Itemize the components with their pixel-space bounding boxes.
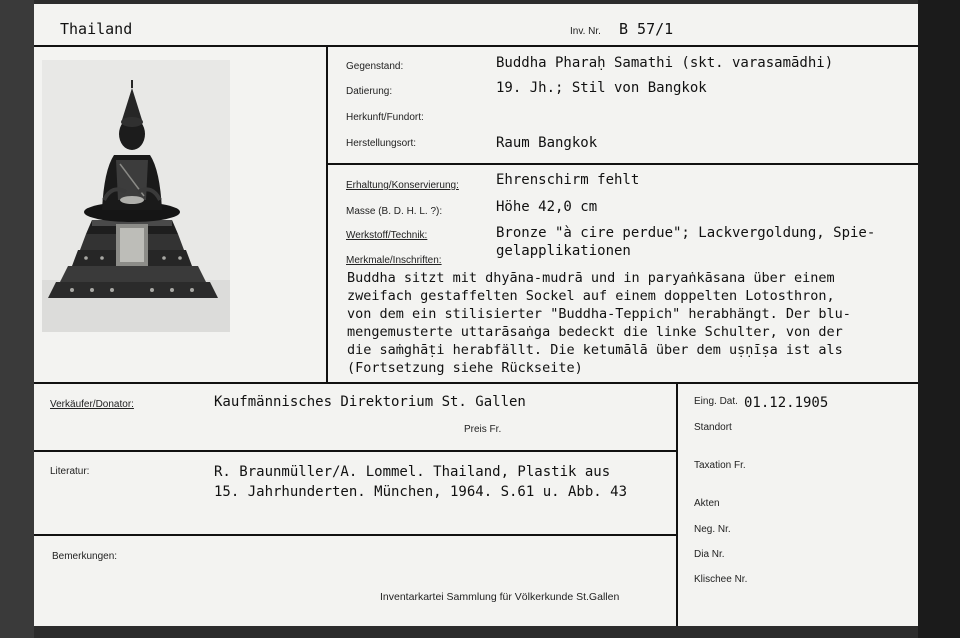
werkstoff-label: Werkstoff/Technik:: [346, 230, 428, 241]
description-line: die saṁghāṭi herabfällt. Die ketumālā über dem uṣṇīṣa ist als: [347, 342, 843, 358]
description-line: (Fortsetzung siehe Rückseite): [347, 360, 583, 376]
masse-label: Masse (B. D. H. L. ?):: [346, 206, 443, 217]
buddha-statue-image: [42, 60, 230, 332]
literature-label: Literatur:: [50, 466, 90, 477]
datierung-value: 19. Jh.; Stil von Bangkok: [496, 80, 707, 96]
akten-label: Akten: [694, 498, 720, 509]
description-text: [347, 269, 913, 377]
herstellungsort-label: Herstellungsort:: [346, 138, 417, 149]
vendor-value: Kaufmännisches Direktorium St. Gallen: [214, 394, 526, 410]
description-line: zweifach gestaffelten Sockel auf einem doppelten Lotosthron,: [347, 288, 835, 304]
erhaltung-value: Ehrenschirm fehlt: [496, 172, 640, 188]
rule-right-column: [676, 382, 678, 626]
standort-label: Standort: [694, 422, 732, 433]
dia-nr-label: Dia Nr.: [694, 549, 725, 560]
merkmale-label: Merkmale/Inschriften:: [346, 255, 442, 266]
description-line: Buddha sitzt mit dhyāna-mudrā und in paryaṅkāsana über einem: [347, 270, 835, 286]
rule-fields-mid: [326, 163, 918, 165]
vendor-label: Verkäufer/Donator:: [50, 399, 134, 410]
rule-photo-divider: [326, 45, 328, 383]
werkstoff-value-line-2: gelapplikationen: [496, 243, 631, 259]
datierung-label: Datierung:: [346, 86, 393, 97]
rule-main-bottom: [34, 382, 918, 384]
literature-line-1: R. Braunmüller/A. Lommel. Thailand, Plastik aus: [214, 464, 611, 480]
neg-nr-label: Neg. Nr.: [694, 524, 731, 535]
herstellungsort-value: Raum Bangkok: [496, 135, 598, 151]
price-label: Preis Fr.: [464, 424, 502, 435]
rule-vendor-bottom: [34, 450, 678, 452]
herkunft-label: Herkunft/Fundort:: [346, 112, 424, 123]
scan-border-left: [0, 0, 34, 638]
werkstoff-value-line-1: Bronze "à cire perdue"; Lackvergoldung, Spie-: [496, 225, 876, 241]
remarks-label: Bemerkungen:: [52, 551, 118, 562]
gegenstand-value: Buddha Pharaḥ Samathi (skt. varasamādhi): [496, 55, 834, 71]
literature-line-2: 15. Jahrhunderten. München, 1964. S.61 u. Abb. 43: [214, 484, 628, 500]
buddha-photo: [42, 60, 230, 332]
eing-dat-label: Eing. Dat.: [694, 396, 738, 407]
gegenstand-label: Gegenstand:: [346, 61, 404, 72]
inv-number-label: Inv. Nr.: [570, 26, 601, 37]
description-line: mengemusterte uttarāsaṅga bedeckt die linke Schulter, von der: [347, 324, 843, 340]
inv-number-value: B 57/1: [619, 20, 674, 38]
inventory-card: [34, 4, 918, 626]
rule-header: [34, 45, 918, 47]
country-label: Thailand: [60, 20, 133, 38]
taxation-label: Taxation Fr.: [694, 460, 746, 471]
rule-literature-bottom: [34, 534, 678, 536]
erhaltung-label: Erhaltung/Konservierung:: [346, 180, 459, 191]
eing-dat-value: 01.12.1905: [744, 395, 829, 411]
footer-institution: Inventarkartei Sammlung für Völkerkunde St.Gallen: [380, 591, 620, 603]
klischee-nr-label: Klischee Nr.: [694, 574, 748, 585]
description-line: von dem ein stilisierter "Buddha-Teppich" herabhängt. Der blu-: [347, 306, 851, 322]
masse-value: Höhe 42,0 cm: [496, 199, 598, 215]
scan-border-right: [918, 0, 960, 638]
